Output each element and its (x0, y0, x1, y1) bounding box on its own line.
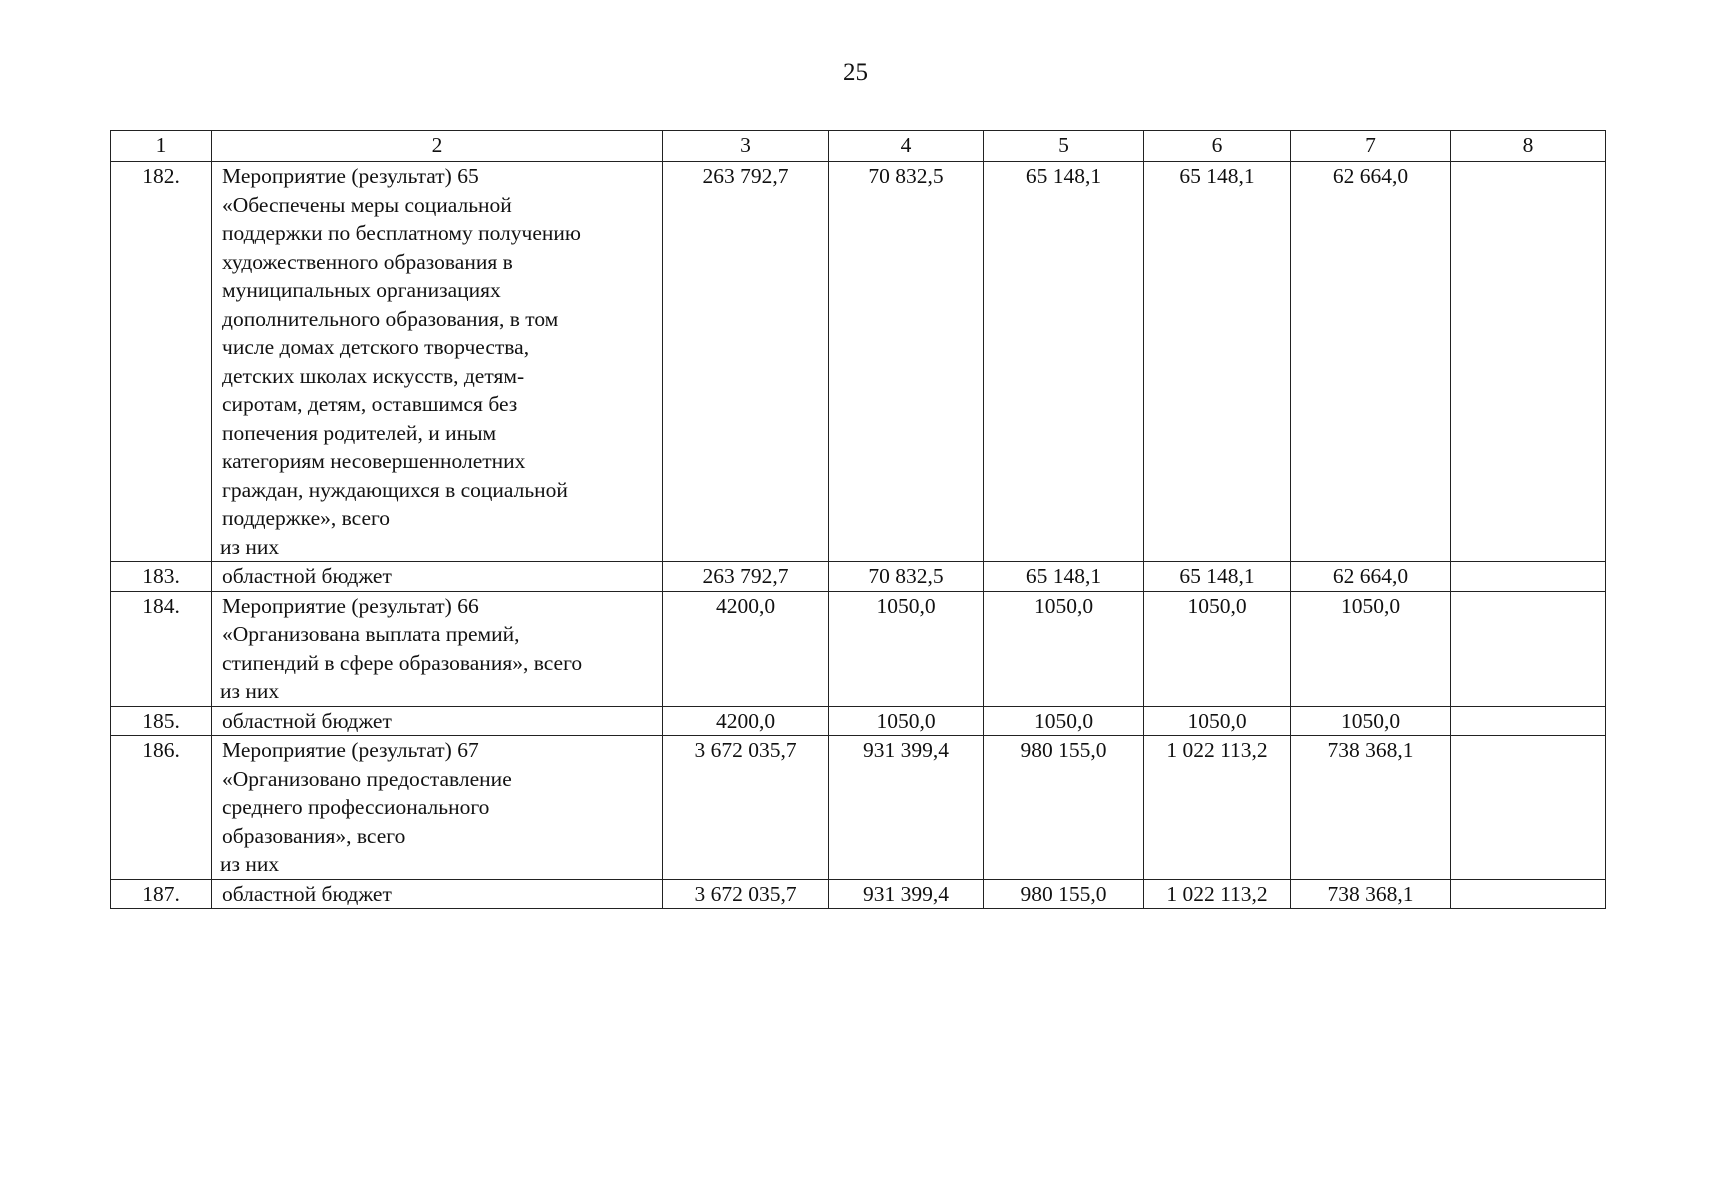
value-cell-8 (1451, 706, 1606, 736)
description-line: попечения родителей, и иным (222, 420, 497, 445)
value-cell-5: 65 148,1 (984, 162, 1144, 562)
description-line: поддержке», всего (222, 506, 391, 530)
description-line: «Обеспечены меры социальной (222, 192, 512, 217)
description-subnote: из них (220, 852, 280, 876)
value-cell-8 (1451, 162, 1606, 562)
value-cell-3: 4200,0 (663, 591, 829, 706)
value-cell-8 (1451, 591, 1606, 706)
description-line: сиротам, детям, оставшимся без (222, 392, 518, 416)
value-cell-3: 3 672 035,7 (663, 736, 829, 880)
value-cell-6: 1050,0 (1144, 706, 1291, 736)
column-header-8: 8 (1451, 131, 1606, 162)
description-line: числе домах детского творчества, (222, 335, 530, 359)
value-cell-6: 1 022 113,2 (1144, 736, 1291, 880)
value-cell-7: 738 368,1 (1291, 879, 1451, 909)
description-line: детских школах искусств, детям- (222, 363, 525, 388)
value-cell-5: 1050,0 (984, 706, 1144, 736)
description-line: среднего профессионального (222, 795, 490, 819)
description-line: муниципальных организациях (222, 278, 501, 302)
description-line: граждан, нуждающихся в социальной (222, 477, 568, 502)
description-line: художественного образования в (222, 249, 513, 274)
value-cell-5: 65 148,1 (984, 562, 1144, 592)
row-number: 186. (111, 736, 212, 880)
description-line: поддержки по бесплатному получению (222, 221, 581, 245)
item-description (212, 162, 663, 562)
description-line: образования», всего (222, 823, 406, 848)
value-cell-4: 70 832,5 (829, 162, 984, 562)
item-description (212, 706, 663, 736)
value-cell-4: 70 832,5 (829, 562, 984, 592)
description-line: областной бюджет (222, 881, 392, 906)
table-row (111, 879, 1606, 909)
description-subnote: из них (220, 534, 280, 559)
value-cell-6: 1050,0 (1144, 591, 1291, 706)
value-cell-4: 931 399,4 (829, 736, 984, 880)
item-description (212, 736, 663, 880)
description-line: областной бюджет (222, 564, 392, 588)
value-cell-7: 62 664,0 (1291, 562, 1451, 592)
table-row (111, 562, 1606, 592)
description-line: «Организовано предоставление (222, 766, 512, 791)
item-description (212, 562, 663, 592)
value-cell-7: 1050,0 (1291, 706, 1451, 736)
value-cell-8 (1451, 736, 1606, 880)
value-cell-5: 980 155,0 (984, 879, 1144, 909)
value-cell-3: 263 792,7 (663, 562, 829, 592)
table-row (111, 162, 1606, 562)
description-subnote: из них (220, 679, 280, 703)
value-cell-8 (1451, 879, 1606, 909)
value-cell-3: 3 672 035,7 (663, 879, 829, 909)
column-header-3: 3 (663, 131, 829, 162)
value-cell-7: 738 368,1 (1291, 736, 1451, 880)
table-header-row (111, 131, 1606, 162)
table-body (111, 162, 1606, 909)
row-number: 185. (111, 706, 212, 736)
description-line: Мероприятие (результат) 66 (222, 593, 479, 618)
description-line: дополнительного образования, в том (222, 306, 559, 331)
value-cell-7: 1050,0 (1291, 591, 1451, 706)
table-row (111, 706, 1606, 736)
value-cell-3: 4200,0 (663, 706, 829, 736)
row-number: 184. (111, 591, 212, 706)
table-row (111, 591, 1606, 706)
description-line: категориям несовершеннолетних (222, 449, 526, 473)
column-header-2: 2 (212, 131, 663, 162)
row-number: 187. (111, 879, 212, 909)
value-cell-5: 1050,0 (984, 591, 1144, 706)
column-header-1: 1 (111, 131, 212, 162)
value-cell-7: 62 664,0 (1291, 162, 1451, 562)
description-line: Мероприятие (результат) 67 (222, 738, 479, 762)
column-header-7: 7 (1291, 131, 1451, 162)
table-row (111, 736, 1606, 880)
item-description (212, 591, 663, 706)
row-number: 183. (111, 562, 212, 592)
column-header-5: 5 (984, 131, 1144, 162)
value-cell-4: 1050,0 (829, 591, 984, 706)
value-cell-5: 980 155,0 (984, 736, 1144, 880)
value-cell-4: 931 399,4 (829, 879, 984, 909)
value-cell-3: 263 792,7 (663, 162, 829, 562)
value-cell-6: 65 148,1 (1144, 562, 1291, 592)
row-number: 182. (111, 162, 212, 562)
item-description (212, 879, 663, 909)
value-cell-6: 1 022 113,2 (1144, 879, 1291, 909)
description-line: стипендий в сфере образования», всего (222, 650, 583, 675)
budget-table (110, 130, 1606, 909)
description-line: областной бюджет (222, 708, 392, 733)
value-cell-6: 65 148,1 (1144, 162, 1291, 562)
value-cell-8 (1451, 562, 1606, 592)
description-line: Мероприятие (результат) 65 (222, 164, 479, 188)
page-number: 25 (843, 59, 868, 86)
value-cell-4: 1050,0 (829, 706, 984, 736)
description-line: «Организована выплата премий, (222, 622, 520, 646)
column-header-6: 6 (1144, 131, 1291, 162)
column-header-4: 4 (829, 131, 984, 162)
